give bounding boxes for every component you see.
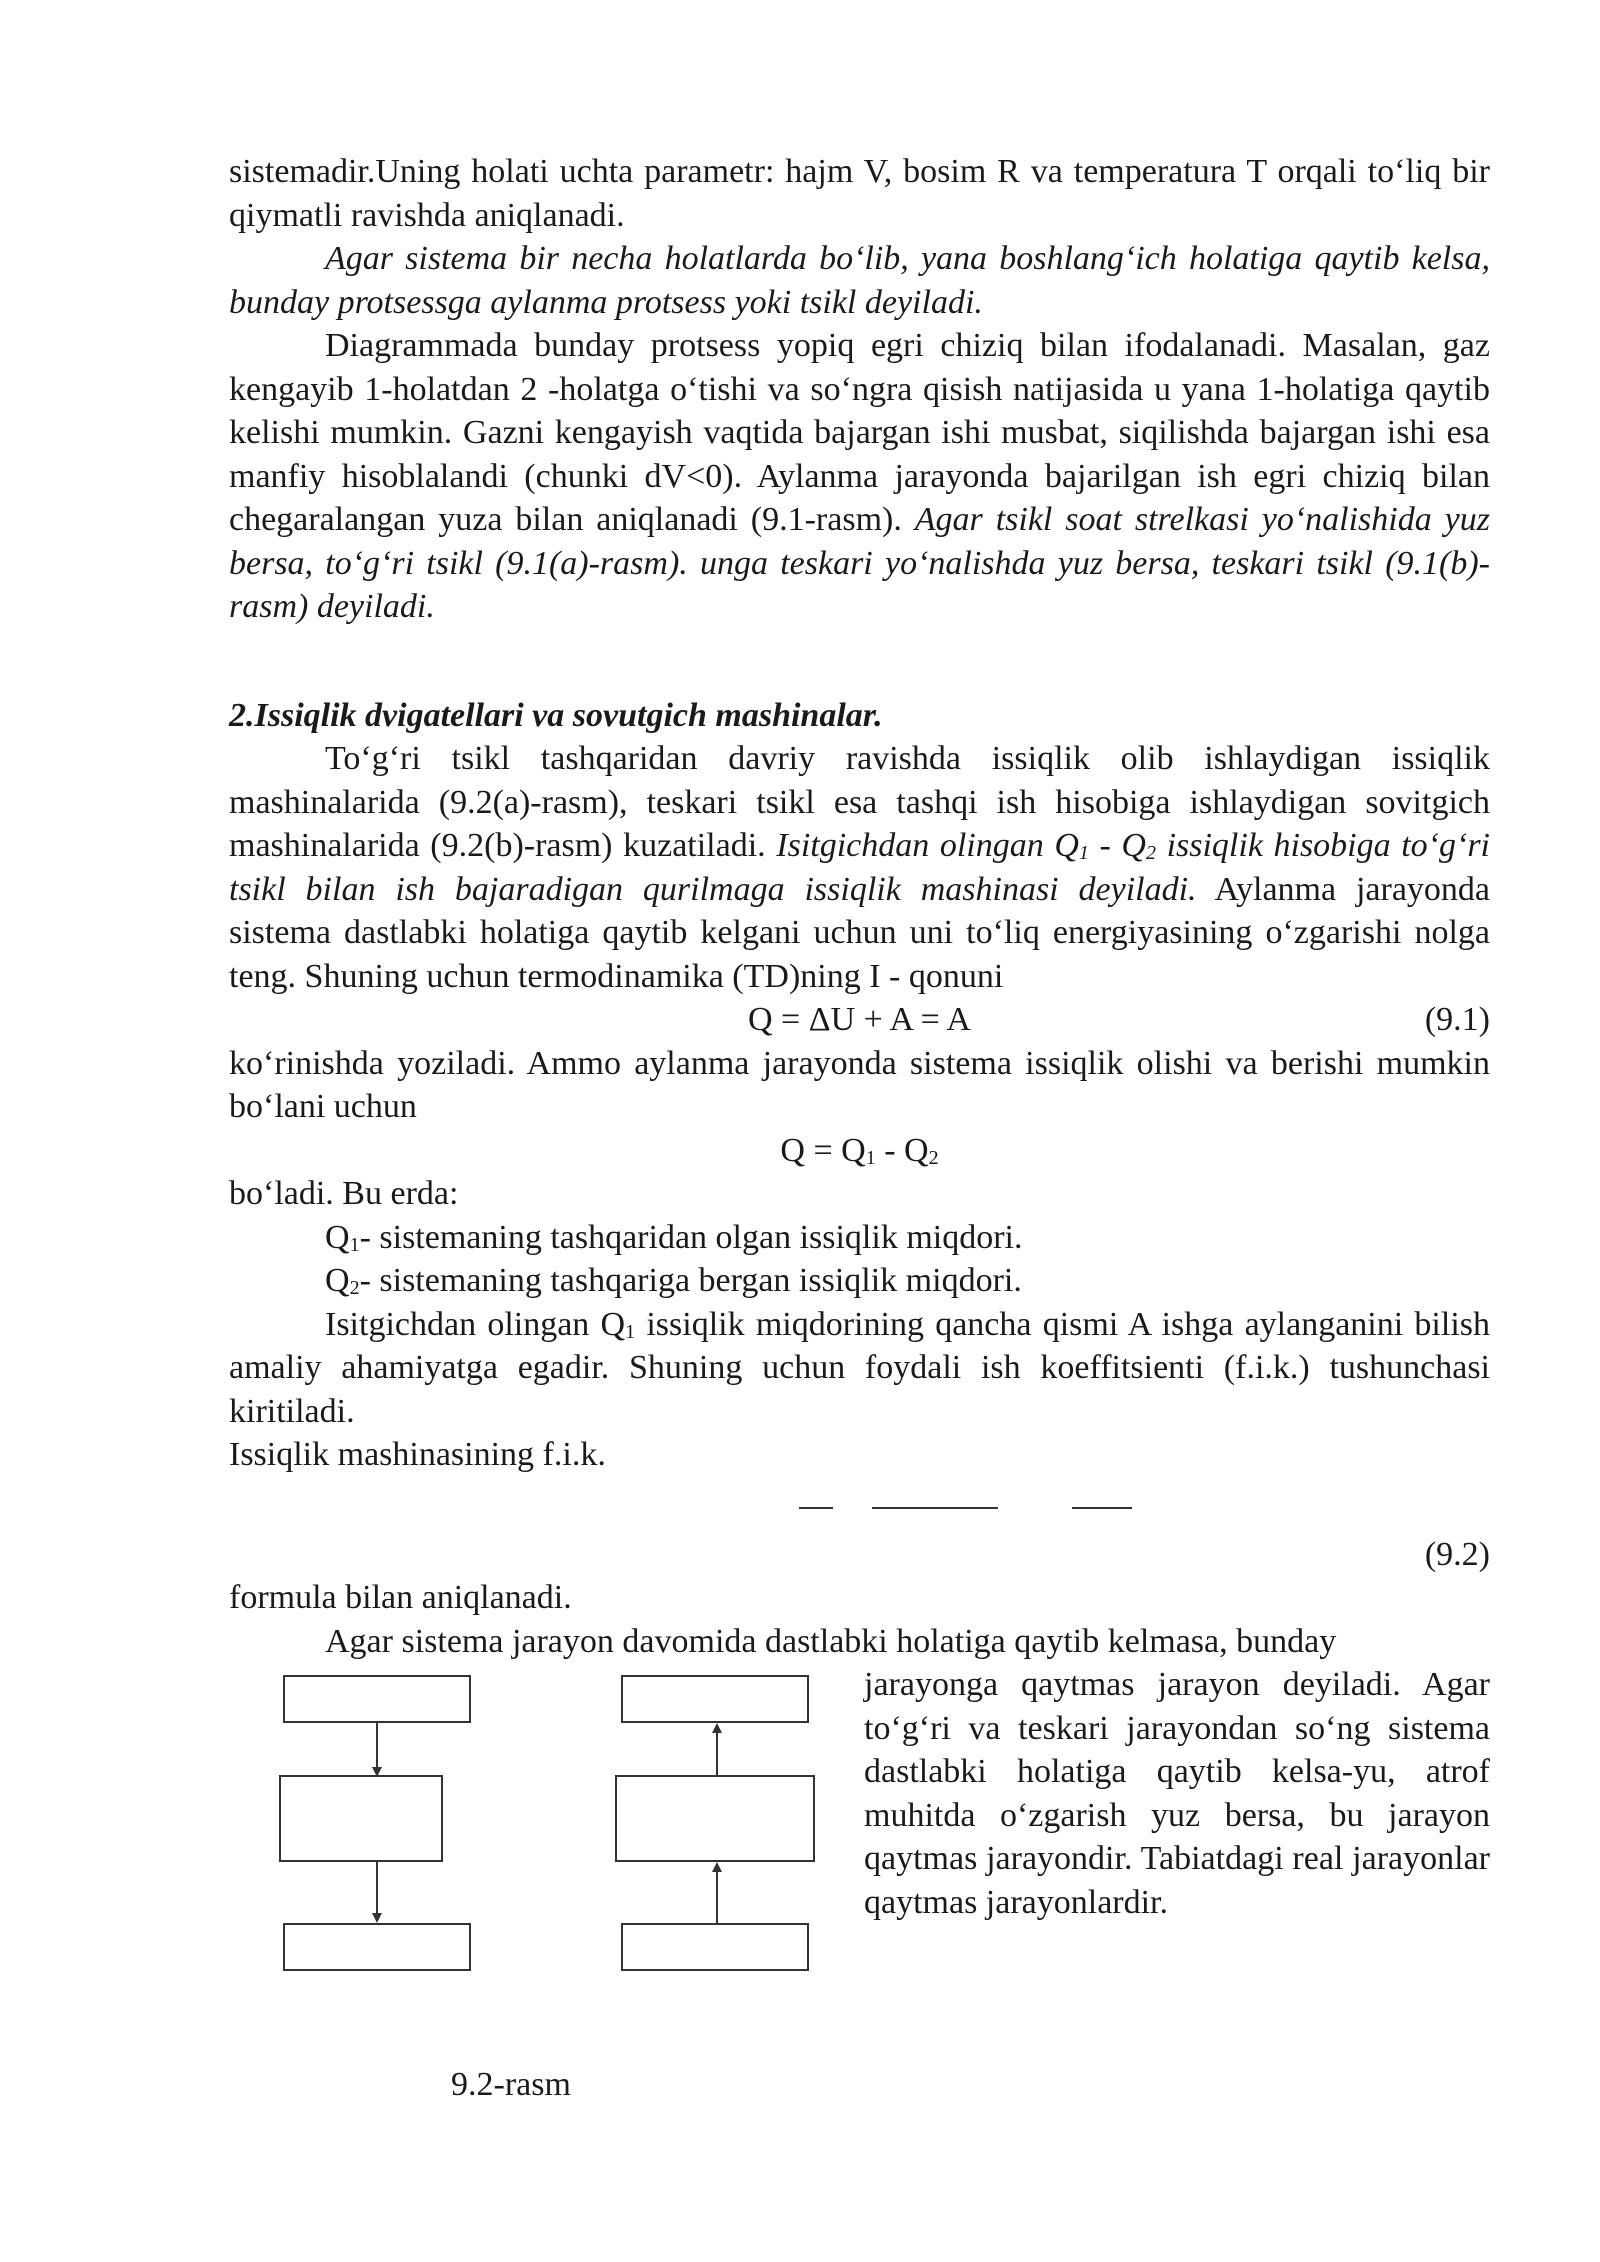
blank-line — [872, 1507, 998, 1509]
figure-caption: 9.2-rasm — [451, 2066, 571, 2103]
box-right-middle — [615, 1775, 815, 1862]
definition-q1: $Q_1-$ sistemaning tashqaridan olgan issiqlik miqdori. — [325, 1218, 1023, 1256]
heat-engine-definition: Isitgichdan olingan $Q_1 - Q_2$ issiqlik hisobiga to‘g‘ri tsikl bilan ish bajaradigan qurilmaga issiqlik mashinasi deyiladi. — [229, 827, 1490, 908]
paragraph-fik: Issiqlik mashinasining f.i.k. — [229, 1436, 606, 1473]
blank-line — [799, 1507, 833, 1509]
definition-q2: $Q_2-$ sistemaning tashqariga bergan issiqlik miqdori. — [325, 1262, 1022, 1299]
figure-and-text — [229, 1663, 1490, 2103]
box-left-middle — [279, 1775, 443, 1862]
paragraph-irreversible-side: jarayonga qaytmas jarayon deyiladi. Agar to‘g‘ri va teskari jarayondan so‘ng sistema dastlabki holatiga qaytib kelsa-yu, atrof muhitda o‘zgarish yuz bersa, bu jarayon qaytmas jarayondir. Tabiatdagi real jarayonlar qaytmas jarayonlardir. — [864, 1666, 1490, 1921]
section-heading: 2.Issiqlik dvigatellari va sovutgich mashinalar. — [229, 696, 883, 734]
box-right-bottom — [621, 1923, 809, 1971]
box-right-top — [621, 1675, 809, 1723]
connector-line — [376, 1723, 378, 1771]
equation-9-2 — [229, 1533, 1490, 1577]
paragraph-here: bo‘ladi. Bu erda: — [229, 1175, 459, 1212]
connector-line — [716, 1731, 718, 1775]
equation-q — [229, 1129, 1490, 1173]
paragraph-machines — [229, 737, 1490, 998]
paragraph-diagram — [229, 324, 1490, 629]
box-left-bottom — [283, 1923, 471, 1971]
paragraph-form: ko‘rinishda yoziladi. Ammo aylanma jarayonda sistema issiqlik olishi va berishi mumkin bo‘lani uchun — [229, 1044, 1490, 1125]
direction-text: Agar tsikl soat strelkasi yo‘nalishida yuz bersa, to‘g‘ri tsikl (9.1(a)-rasm). unga teskari yo‘nalishda yuz bersa, teskari tsikl (9.1(b)-rasm) deyiladi. — [229, 501, 1490, 625]
paragraph-intro: sistemadir.Uning holati uchta parametr: hajm V, bosim R va temperatura T orqali to‘liq bir qiymatli ravishda aniqlanadi. — [229, 153, 1490, 234]
machines-text: To‘g‘ri tsikl tashqaridan davriy ravishda issiqlik olib ishlaydigan issiqlik mashinalarida (9.2(a)-rasm), teskari tsikl esa tashqi ish hisobiga ishlaydigan sovitgich mashinalarida (9.2(b)-rasm) kuzatiladi. — [229, 740, 1490, 864]
connector-line — [376, 1862, 378, 1917]
equation-9-2-number: (9.2) — [1424, 1535, 1490, 1573]
diagram-text: Diagrammada bunday protsess yopiq egri chiziq bilan ifodalanadi. Masalan, gaz kengayib 1-holatdan 2 -holatga o‘tishi va so‘ngra qisish natijasida u yana 1-holatiga qaytib kelishi mumkin. Gazni kengayish vaqtida bajargan ishi musbat, siqilishda bajargan ishi esa manfiy hisoblalandi (chunki dV<0). Aylanma jarayonda bajarilgan ish egri chiziq bilan chegaralangan yuza bilan aniqlanadi (9.1-rasm). — [229, 327, 1490, 538]
paragraph-efficiency: Isitgichdan olingan $Q_1$ issiqlik miqdorining qancha qismi A ishga aylanganini bilish amaliy ahamiyatga egadir. Shuning uchun foydali ish koeffitsienti (f.i.k.) tushunchasi kiritiladi. — [229, 1305, 1490, 1430]
equation-9-1-formula: Q = ΔU + A = A — [748, 1001, 971, 1038]
blank-line — [1072, 1507, 1132, 1509]
arrow-down-icon — [372, 1913, 382, 1923]
figure-9-2 — [229, 1663, 849, 2103]
paragraph-cycle-definition: Agar sistema bir necha holatlarda bo‘lib, yana boshlang‘ich holatiga qaytib kelsa, bunday protsessga aylanma protsess yoki tsikl deyiladi. — [229, 240, 1490, 321]
equation-q-formula: $Q = Q_1 - Q_2$ — [780, 1131, 939, 1169]
page-content — [229, 150, 1490, 2103]
paragraph-irreversible-first: Agar sistema jarayon davomida dastlabki holatiga qaytib kelmasa, bunday — [325, 1622, 1337, 1660]
equation-9-1-number: (9.1) — [1424, 1001, 1490, 1038]
paragraph-formula: formula bilan aniqlanadi. — [229, 1579, 572, 1616]
connector-line — [716, 1870, 718, 1923]
equation-9-2-blanks — [229, 1477, 1490, 1533]
box-left-top — [283, 1675, 471, 1723]
first-law-text: Aylanma jarayonda sistema dastlabki holatiga qaytib kelgani uchun uni to‘liq energiyasining o‘zgarishi nolga teng. Shuning uchun termodinamika (TD)ning I - qonuni — [229, 870, 1490, 995]
equation-9-1 — [229, 998, 1490, 1042]
